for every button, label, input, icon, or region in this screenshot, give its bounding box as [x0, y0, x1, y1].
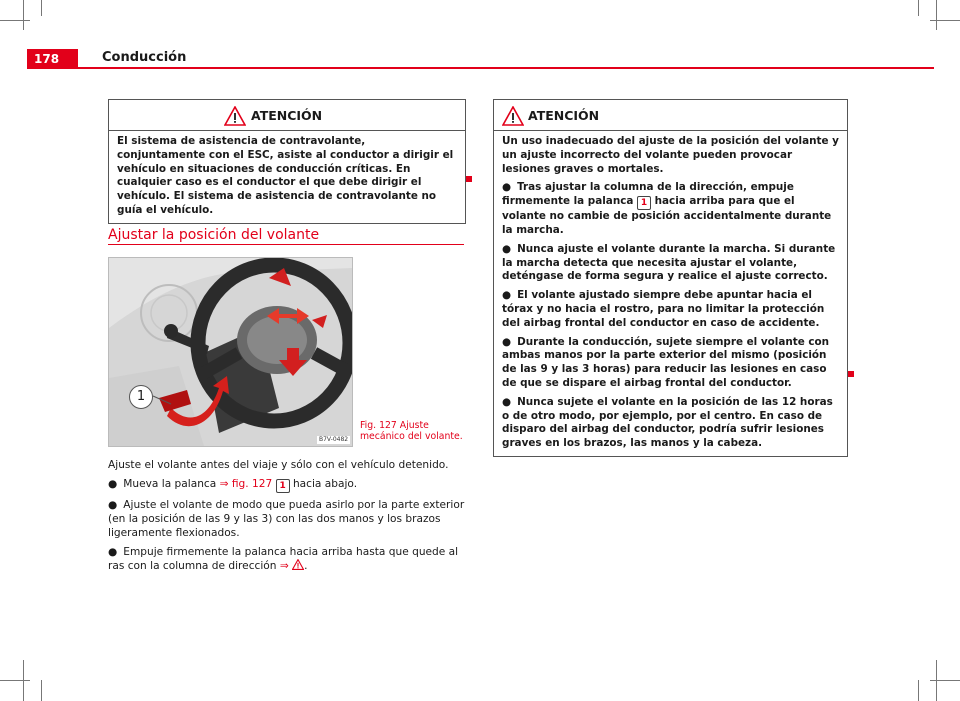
warning-header — [109, 100, 465, 131]
warning-reference-link[interactable]: ⇒ — [280, 560, 304, 572]
warning-triangle-icon — [502, 106, 524, 126]
list-text: hacia abajo. — [289, 478, 358, 490]
warning-triangle-icon — [224, 106, 246, 126]
bullet-icon: ● — [502, 242, 512, 255]
crop-mark — [936, 0, 937, 30]
list-item — [108, 498, 468, 540]
warning-list-item — [502, 181, 839, 237]
crop-mark — [41, 680, 42, 701]
list-text: Empuje firmemente la palanca hacia arriba hasta que quede al ras con la columna de dirección — [108, 546, 459, 572]
bullet-icon: ● — [502, 335, 512, 348]
warning-title: ATENCIÓN — [251, 108, 323, 123]
list-text: hacia arriba para que el volante no cambie de posición accidentalmente durante la marcha. — [502, 195, 832, 236]
warning-triangle-icon — [292, 559, 304, 570]
list-item — [108, 545, 468, 573]
warning-title: ATENCIÓN — [528, 108, 600, 123]
callout-number: 1 — [276, 479, 290, 493]
bullet-icon: ● — [108, 499, 118, 511]
end-mark — [466, 176, 472, 182]
bullet-icon: ● — [502, 289, 512, 302]
figure-caption: Fig. 127 Ajuste mecánico del volante. — [360, 420, 463, 442]
crop-mark — [918, 0, 919, 16]
crop-mark — [23, 660, 24, 701]
figure-code: B7V-0482 — [319, 436, 349, 443]
list-text: Mueva la palanca — [123, 478, 220, 490]
section-heading: Ajustar la posición del volante — [108, 227, 320, 243]
list-text: El volante ajustado siempre debe apuntar hacia el tórax y no hacia el rostro, para no limitar la protección del airbag frontal del conductor en caso de accidente. — [502, 289, 825, 329]
crop-mark — [23, 0, 24, 30]
list-text: Ajuste el volante de modo que pueda asirlo por la parte exterior (en la posición de las 9 y las 3) con las dos manos y los brazos ligeramente flexionados. — [108, 499, 465, 539]
list-text: Nunca ajuste el volante durante la marcha. Si durante la marcha detecta que necesita ajustar el volante, deténgase de forma segura y realice el ajuste correcto. — [502, 242, 836, 283]
list-item — [108, 477, 468, 493]
crop-mark — [0, 20, 30, 21]
warning-list-item — [502, 336, 839, 391]
list-text: Durante la conducción, sujete siempre el volante con ambas manos por la parte exterior del mismo (posición de las 9 y las 3 horas) para reducir las lesiones en caso de que se dispare el airbag frontal del conductor. — [502, 335, 830, 389]
crop-mark — [41, 0, 42, 16]
figure-reference-link[interactable]: ⇒ fig. 127 — [219, 478, 276, 490]
bullet-icon: ● — [108, 478, 118, 490]
crop-mark — [918, 680, 919, 701]
intro-paragraph: Ajuste el volante antes del viaje y sólo con el vehículo detenido. — [108, 459, 449, 471]
bullet-icon: ● — [502, 181, 512, 194]
steering-wheel-illustration — [109, 258, 352, 446]
list-text: . — [304, 560, 308, 572]
crop-mark — [930, 20, 960, 21]
end-mark — [848, 371, 854, 377]
running-header-title: Conducción — [102, 50, 187, 65]
figure-steering-wheel — [108, 257, 353, 447]
bullet-icon: ● — [108, 546, 118, 558]
warning-intro: Un uso inadecuado del ajuste de la posición del volante y un ajuste incorrecto del volante pueden provocar lesiones graves o mortales. — [502, 135, 839, 175]
list-text: Nunca sujete el volante en la posición de las 12 horas o de otro modo, por ejemplo, por el centro. En caso de disparo del airbag del conductor, podría sufrir lesiones graves en los brazos, las manos y la cabeza. — [502, 395, 833, 450]
warning-box-left — [108, 99, 466, 224]
page-number: 178 — [27, 49, 78, 69]
warning-list-item — [502, 243, 839, 284]
crop-mark — [936, 660, 937, 701]
warning-list-item — [502, 289, 839, 330]
warning-header — [494, 100, 847, 131]
list-text: Tras ajustar la columna de la dirección, empuje firmemente la palanca — [502, 181, 794, 208]
warning-body — [109, 131, 465, 223]
crop-mark — [930, 680, 960, 681]
crop-mark — [0, 680, 30, 681]
figure-callout: 1 — [129, 385, 153, 409]
warning-box-right — [493, 99, 848, 457]
section-rule — [108, 244, 464, 245]
body-text — [108, 458, 468, 578]
header-rule — [78, 67, 934, 69]
bullet-icon: ● — [502, 395, 512, 408]
warning-list-item — [502, 396, 839, 451]
warning-body — [494, 131, 847, 456]
callout-number: 1 — [637, 196, 651, 210]
warning-text: El sistema de asistencia de contravolante, conjuntamente con el ESC, asiste al conductor a dirigir el vehículo en situaciones de conducción críticas. En cualquier caso es el conductor el que debe dirigir el vehículo. El sistema de asistencia de contravolante no guía el vehículo. — [117, 135, 454, 216]
